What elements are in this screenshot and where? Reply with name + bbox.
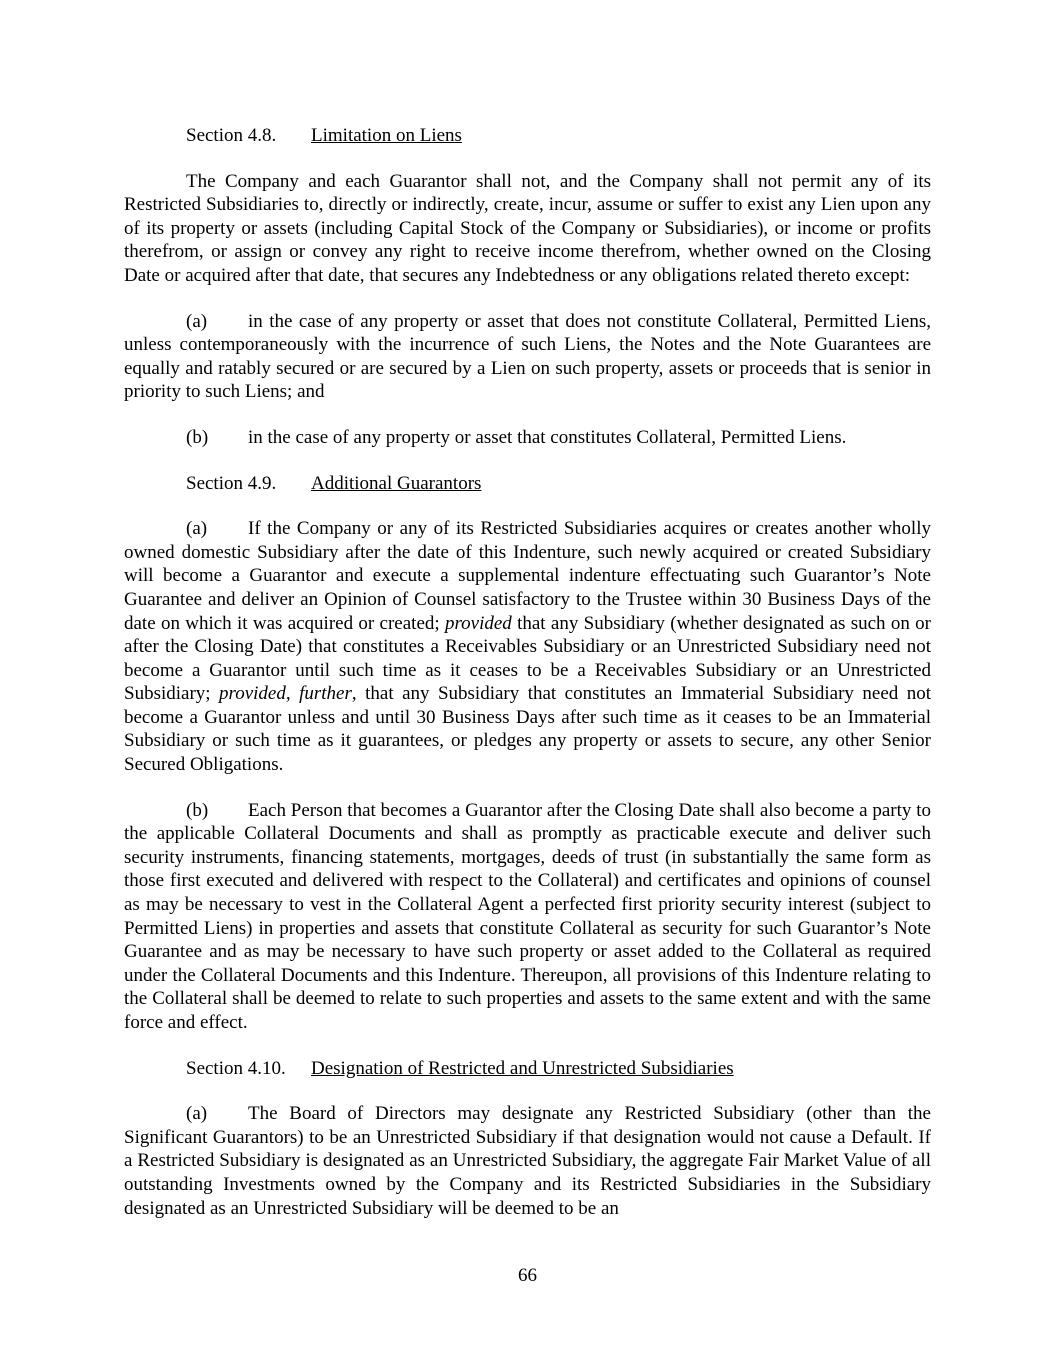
clause-text: The Board of Directors may designate any Restricted Subsidiary (other than the Significant Guarantors) to be an Unrestricted Subsidiary if that designation would not cause a Default. If a Restricted Subsidiary is designated as an Unrestricted Subsidiary, the aggregate Fair Market Value of all outstanding Investments owned by the Company and its Restricted Subsidiaries in the Subsidiary designated as an Unrestricted Subsidiary will be deemed to be an	[124, 1103, 931, 1219]
section-title: Limitation on Liens	[311, 125, 462, 146]
section-4-8-clause-a	[124, 310, 931, 404]
clause-label: (a)	[186, 310, 208, 332]
clause-text-part: that any Subsidiary (whether designated as such on or after the Closing Date) that constitutes a Receivables Subsidiary or an Unrestricted Subsidiary need not become a Guarantor until such time as it ceases to be a Receivables Subsidiary or an Unrestricted Subsidiary;	[124, 612, 931, 705]
clause-label: (a)	[186, 518, 208, 540]
clause-emphasis: provided	[444, 612, 512, 634]
clause-label: (a)	[186, 1103, 208, 1125]
clause-text: in the case of any property or asset that constitutes Collateral, Permitted Liens.	[248, 426, 847, 448]
section-number: Section 4.8.	[186, 125, 277, 146]
clause-text-part: ,	[285, 683, 300, 705]
clause-emphasis: further	[299, 683, 352, 705]
clause-label: (b)	[186, 799, 209, 821]
section-4-8-intro: The Company and each Guarantor shall not, and the Company shall not permit any of its Restricted Subsidiaries to, directly or indirectly, create, incur, assume or suffer to exist any Lien upon any of its property or assets (including Capital Stock of the Company or Subsidiaries), or income or profits therefrom, or assign or convey any right to receive income therefrom, whether owned on the Closing Date or acquired after that date, that secures any Indebtedness or any obligations related thereto except:	[124, 170, 931, 286]
clause-label: (b)	[186, 426, 209, 448]
section-4-9-heading	[124, 472, 931, 496]
section-4-9-clause-b	[124, 799, 931, 1035]
section-4-8-clause-b	[124, 426, 931, 450]
clause-text: Each Person that becomes a Guarantor after the Closing Date shall also become a party to the applicable Collateral Documents and shall as promptly as practicable execute and deliver such security instruments, financing statements, mortgages, deeds of trust (in substantially the same form as those first executed and delivered with respect to the Collateral) and certificates and opinions of counsel as may be necessary to vest in the Collateral Agent a perfected first priority security interest (subject to Permitted Liens) in properties and assets that constitute Collateral as security for such Guarantor’s Note Guarantee and as may be necessary to have such property or asset added to the Collateral as required under the Collateral Documents and this Indenture. Thereupon, all provisions of this Indenture relating to the Collateral shall be deemed to relate to such properties and assets to the same extent and with the same force and effect.	[124, 799, 931, 1033]
section-4-9-clause-a	[124, 517, 931, 777]
section-4-10-heading	[124, 1057, 931, 1081]
section-number: Section 4.9.	[186, 472, 277, 494]
section-4-10-clause-a	[124, 1102, 931, 1220]
section-title: Designation of Restricted and Unrestricted Subsidiaries	[311, 1057, 734, 1079]
clause-emphasis: provided	[219, 683, 286, 705]
document-page	[124, 124, 931, 1242]
section-number: Section 4.10.	[186, 1057, 286, 1079]
section-4-8-heading	[124, 124, 931, 148]
page-number: 66	[518, 1265, 537, 1286]
clause-text: in the case of any property or asset that does not constitute Collateral, Permitted Liens, unless contemporaneously with the incurrence of such Liens, the Notes and the Note Guarantees are equally and ratably secured or are secured by a Lien on such property, assets or proceeds that is senior in priority to such Liens; and	[124, 310, 931, 403]
clause-text-part: If the Company or any of its Restricted Subsidiaries acquires or creates another wholly owned domestic Subsidiary after the date of this Indenture, such newly acquired or created Subsidiary will become a Guarantor and execute a supplemental indenture effectuating such Guarantor’s Note Guarantee and deliver an Opinion of Counsel satisfactory to the Trustee within 30 Business Days of the date on which it was acquired or created;	[124, 518, 931, 634]
clause-text-part: , that any Subsidiary that constitutes an Immaterial Subsidiary need not become a Guarantor unless and until 30 Business Days after such time as it ceases to be an Immaterial Subsidiary or such time as it guarantees, or pledges any property or assets to secure, any other Senior Secured Obligations.	[124, 683, 932, 776]
section-title: Additional Guarantors	[311, 472, 482, 494]
